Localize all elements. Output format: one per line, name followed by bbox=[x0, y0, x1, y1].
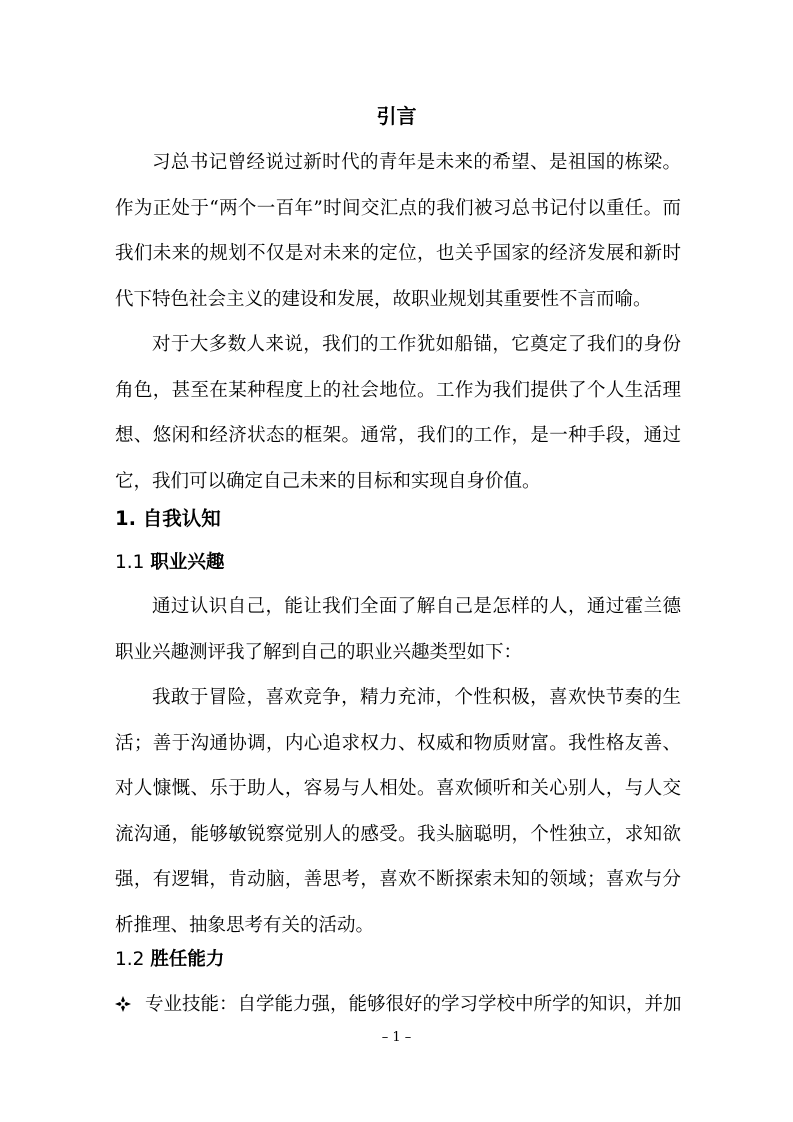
subsection-number: 1.2 bbox=[115, 949, 145, 970]
subsection-title: 职业兴趣 bbox=[150, 552, 225, 573]
subsection-heading-competence bbox=[115, 945, 224, 975]
career-interest-paragraph-1: 通过认识自己，能让我们全面了解自己是怎样的人，通过霍兰德职业兴趣测评我了解到自己的职业兴趣类型如下： bbox=[115, 596, 681, 663]
bullet-text: 专业技能：自学能力强，能够很好的学习学校中所学的知识，并加 bbox=[145, 994, 682, 1015]
intro-paragraph-2: 对于大多数人来说，我们的工作犹如船锚，它奠定了我们的身份角色，甚至在某种程度上的社会地位。工作为我们提供了个人生活理想、悠闲和经济状态的框架。通常，我们的工作，是一种手段，通过它，我们可以确定自己未来的目标和实现自身价值。 bbox=[115, 334, 681, 492]
career-interest-paragraph-2: 我敢于冒险，喜欢竞争，精力充沛，个性积极，喜欢快节奏的生活；善于沟通协调，内心追求权力、权威和物质财富。我性格友善、对人慷慨、乐于助人，容易与人相处。喜欢倾听和关心别人，与人交流沟通，能够敏锐察觉别人的感受。我头脑聪明，个性独立，求知欲强，有逻辑，肯动脑，善思考，喜欢不断探索未知的领域；喜欢与分析推理、抽象思考有关的活动。 bbox=[115, 687, 681, 936]
competence-bullet-item bbox=[115, 990, 685, 1020]
section-heading-self-cognition: 1. 自我认知 bbox=[115, 507, 221, 530]
diamond-bullet-icon bbox=[115, 996, 131, 1012]
page-title: 引言 bbox=[376, 104, 417, 128]
subsection-heading-career-interest bbox=[115, 548, 224, 578]
intro-paragraph-1: 习总书记曾经说过新时代的青年是未来的希望、是祖国的栋梁。作为正处于“两个一百年”时间交汇点的我们被习总书记付以重任。而我们未来的规划不仅是对未来的定位，也关乎国家的经济发展和新时代下特色社会主义的建设和发展，故职业规划其重要性不言而喻。 bbox=[115, 152, 681, 310]
page-number: – 1 – bbox=[381, 1030, 412, 1045]
subsection-title: 胜任能力 bbox=[150, 949, 225, 970]
subsection-number: 1.1 bbox=[115, 552, 145, 573]
